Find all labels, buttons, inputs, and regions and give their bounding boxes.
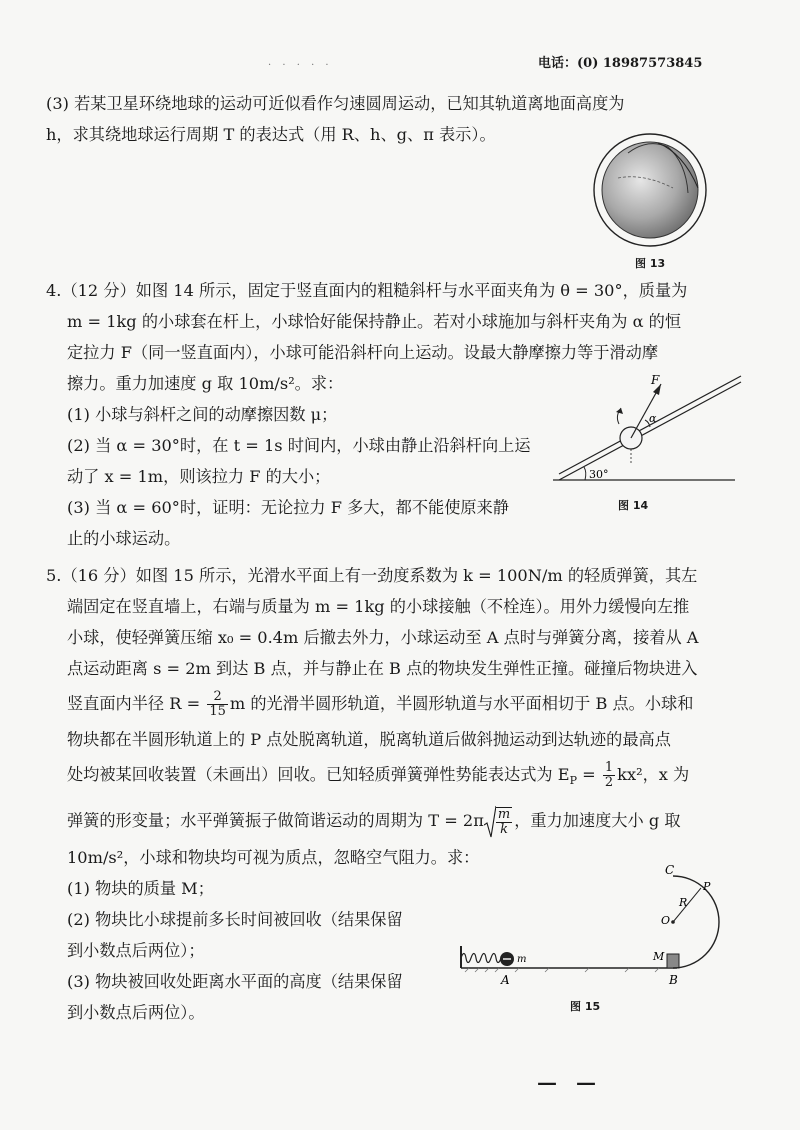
q5-sub-1: (1) 物块的质量 M；: [67, 878, 214, 898]
fraction-radius: [207, 690, 228, 719]
block-M: [667, 954, 679, 968]
angle-arc-30: [584, 467, 586, 480]
q4-sub-2b: 动了 x = 1m，则该拉力 F 的大小；: [67, 467, 331, 486]
fig15-label-O: O: [661, 914, 671, 927]
q5-line-5-start: 竖直面内半径 R =: [67, 694, 206, 713]
earth-globe: [602, 142, 698, 238]
q5-sub-2b: 到小数点后两位）；: [67, 940, 205, 960]
q5-line-7-eq: =: [577, 765, 601, 784]
sqrt-den: k: [500, 822, 508, 838]
fig15-label-M: M: [653, 950, 665, 963]
fraction-half-den: 2: [604, 775, 614, 790]
label-alpha: α: [649, 412, 657, 425]
fraction-radius-num: 2: [207, 690, 228, 705]
figure-13: [588, 133, 718, 251]
spring: [461, 954, 501, 963]
q3-line-2: h，求其绕地球运行周期 T 的表达式（用 R、h、g、π 表示）。: [46, 125, 496, 144]
q5-line-8-end: ，重力加速度大小 g 取: [514, 811, 681, 831]
q5-sub-3b: 到小数点后两位）。: [67, 1002, 205, 1022]
fig15-label-P: P: [703, 880, 711, 893]
q5-line-4: 点运动距离 s = 2m 到达 B 点，并与静止在 B 点的物块发生弹性正撞。碰撞后物块进入: [67, 659, 698, 678]
faint-marks: · · · · ·: [268, 60, 333, 71]
label-F: F: [651, 373, 660, 387]
q5-line-1: 5.（16 分）如图 15 所示，光滑水平面上有一劲度系数为 k = 100N/m 的轻质弹簧，其左: [46, 566, 698, 585]
q5-sub-3a: (3) 物块被回收处距离水平面的高度（结果保留: [67, 971, 403, 991]
fig15-label-A: A: [501, 973, 510, 987]
fig15-label-R: R: [679, 896, 688, 909]
q4-sub-3b: 止的小球运动。: [67, 529, 181, 548]
q4-sub-1: (1) 小球与斜杆之间的动摩擦因数 μ；: [67, 405, 338, 424]
incline-rod-upper: [559, 376, 741, 474]
q4-sub-3a: (3) 当 α = 60°时，证明：无论拉力 F 多大，都不能使原来静: [67, 498, 509, 517]
q4-line-3: 定拉力 F（同一竖直面内），小球可能沿斜杆向上运动。设最大静摩擦力等于滑动摩: [67, 343, 659, 362]
q5-line-5: [46, 684, 698, 724]
figure-15: [455, 858, 725, 993]
label-angle-30: 30°: [589, 468, 609, 481]
q5-line-7: [46, 755, 698, 801]
figure-13-caption: 图 13: [635, 257, 666, 270]
q3-text: [46, 88, 624, 150]
q5-line-5-end: m 的光滑半圆形轨道，半圆形轨道与水平面相切于 B 点。小球和: [229, 694, 694, 713]
q4-line-1: 4.（12 分）如图 14 所示，固定于竖直面内的粗糙斜杆与水平面夹角为 θ = 30°，质量为: [46, 281, 688, 300]
incline-rod-lower: [559, 382, 741, 480]
q5-line-8-start: 弹簧的形变量；水平弹簧振子做简谐运动的周期为 T = 2π: [67, 811, 484, 831]
sqrt-num: m: [497, 807, 511, 823]
figure-14: [545, 372, 745, 490]
q5-sub-2a: (2) 物块比小球提前多长时间被回收（结果保留: [67, 909, 403, 929]
q4-line-2: m = 1kg 的小球套在杆上，小球恰好能保持静止。若对小球施加与斜杆夹角为 α 的恒: [67, 312, 682, 331]
q4-sub-2a: (2) 当 α = 30°时，在 t = 1s 时间内，小球由静止沿斜杆向上运: [67, 436, 531, 455]
fraction-half: [603, 761, 615, 790]
q5-line-2: 端固定在竖直墙上，右端与质量为 m = 1kg 的小球接触（不栓连）。用外力缓慢向左推: [67, 597, 690, 616]
q5-line-8: [46, 801, 698, 842]
fig15-label-C: C: [665, 863, 675, 877]
semicircle-track: [673, 876, 719, 968]
fig15-label-m: m: [517, 954, 527, 965]
q5-line-3: 小球，使轻弹簧压缩 x₀ = 0.4m 后撤去外力，小球运动至 A 点时与弹簧分离，接着从 A: [67, 628, 699, 647]
q3-line-1: (3) 若某卫星环绕地球的运动可近似看作匀速圆周运动，已知其轨道离地面高度为: [46, 94, 625, 113]
header-phone: 电话：(0) 18987573845: [538, 56, 703, 71]
figure-15-caption: 图 15: [570, 1000, 601, 1013]
q5-line-7-end: kx²，x 为: [617, 765, 690, 784]
fig15-label-B: B: [669, 973, 678, 987]
figure-14-caption: 图 14: [618, 499, 649, 512]
subscript-p: P: [569, 774, 577, 788]
fraction-half-num: 1: [604, 760, 614, 775]
q5-line-6: 物块都在半圆形轨道上的 P 点处脱离轨道，脱离轨道后做斜抛运动到达轨迹的最高点: [67, 730, 671, 749]
fraction-radius-den: 15: [209, 704, 226, 719]
q4-line-4: 擦力。重力加速度 g 取 10m/s²。求：: [67, 374, 344, 393]
sqrt-m-over-k: [484, 802, 514, 842]
page-mark: — —: [537, 1070, 602, 1094]
q5-line-7-start: 处均被某回收装置（未画出）回收。已知轻质弹簧弹性势能表达式为 E: [67, 765, 570, 784]
q5-line-9: 10m/s²，小球和物块均可视为质点，忽略空气阻力。求：: [67, 847, 480, 867]
